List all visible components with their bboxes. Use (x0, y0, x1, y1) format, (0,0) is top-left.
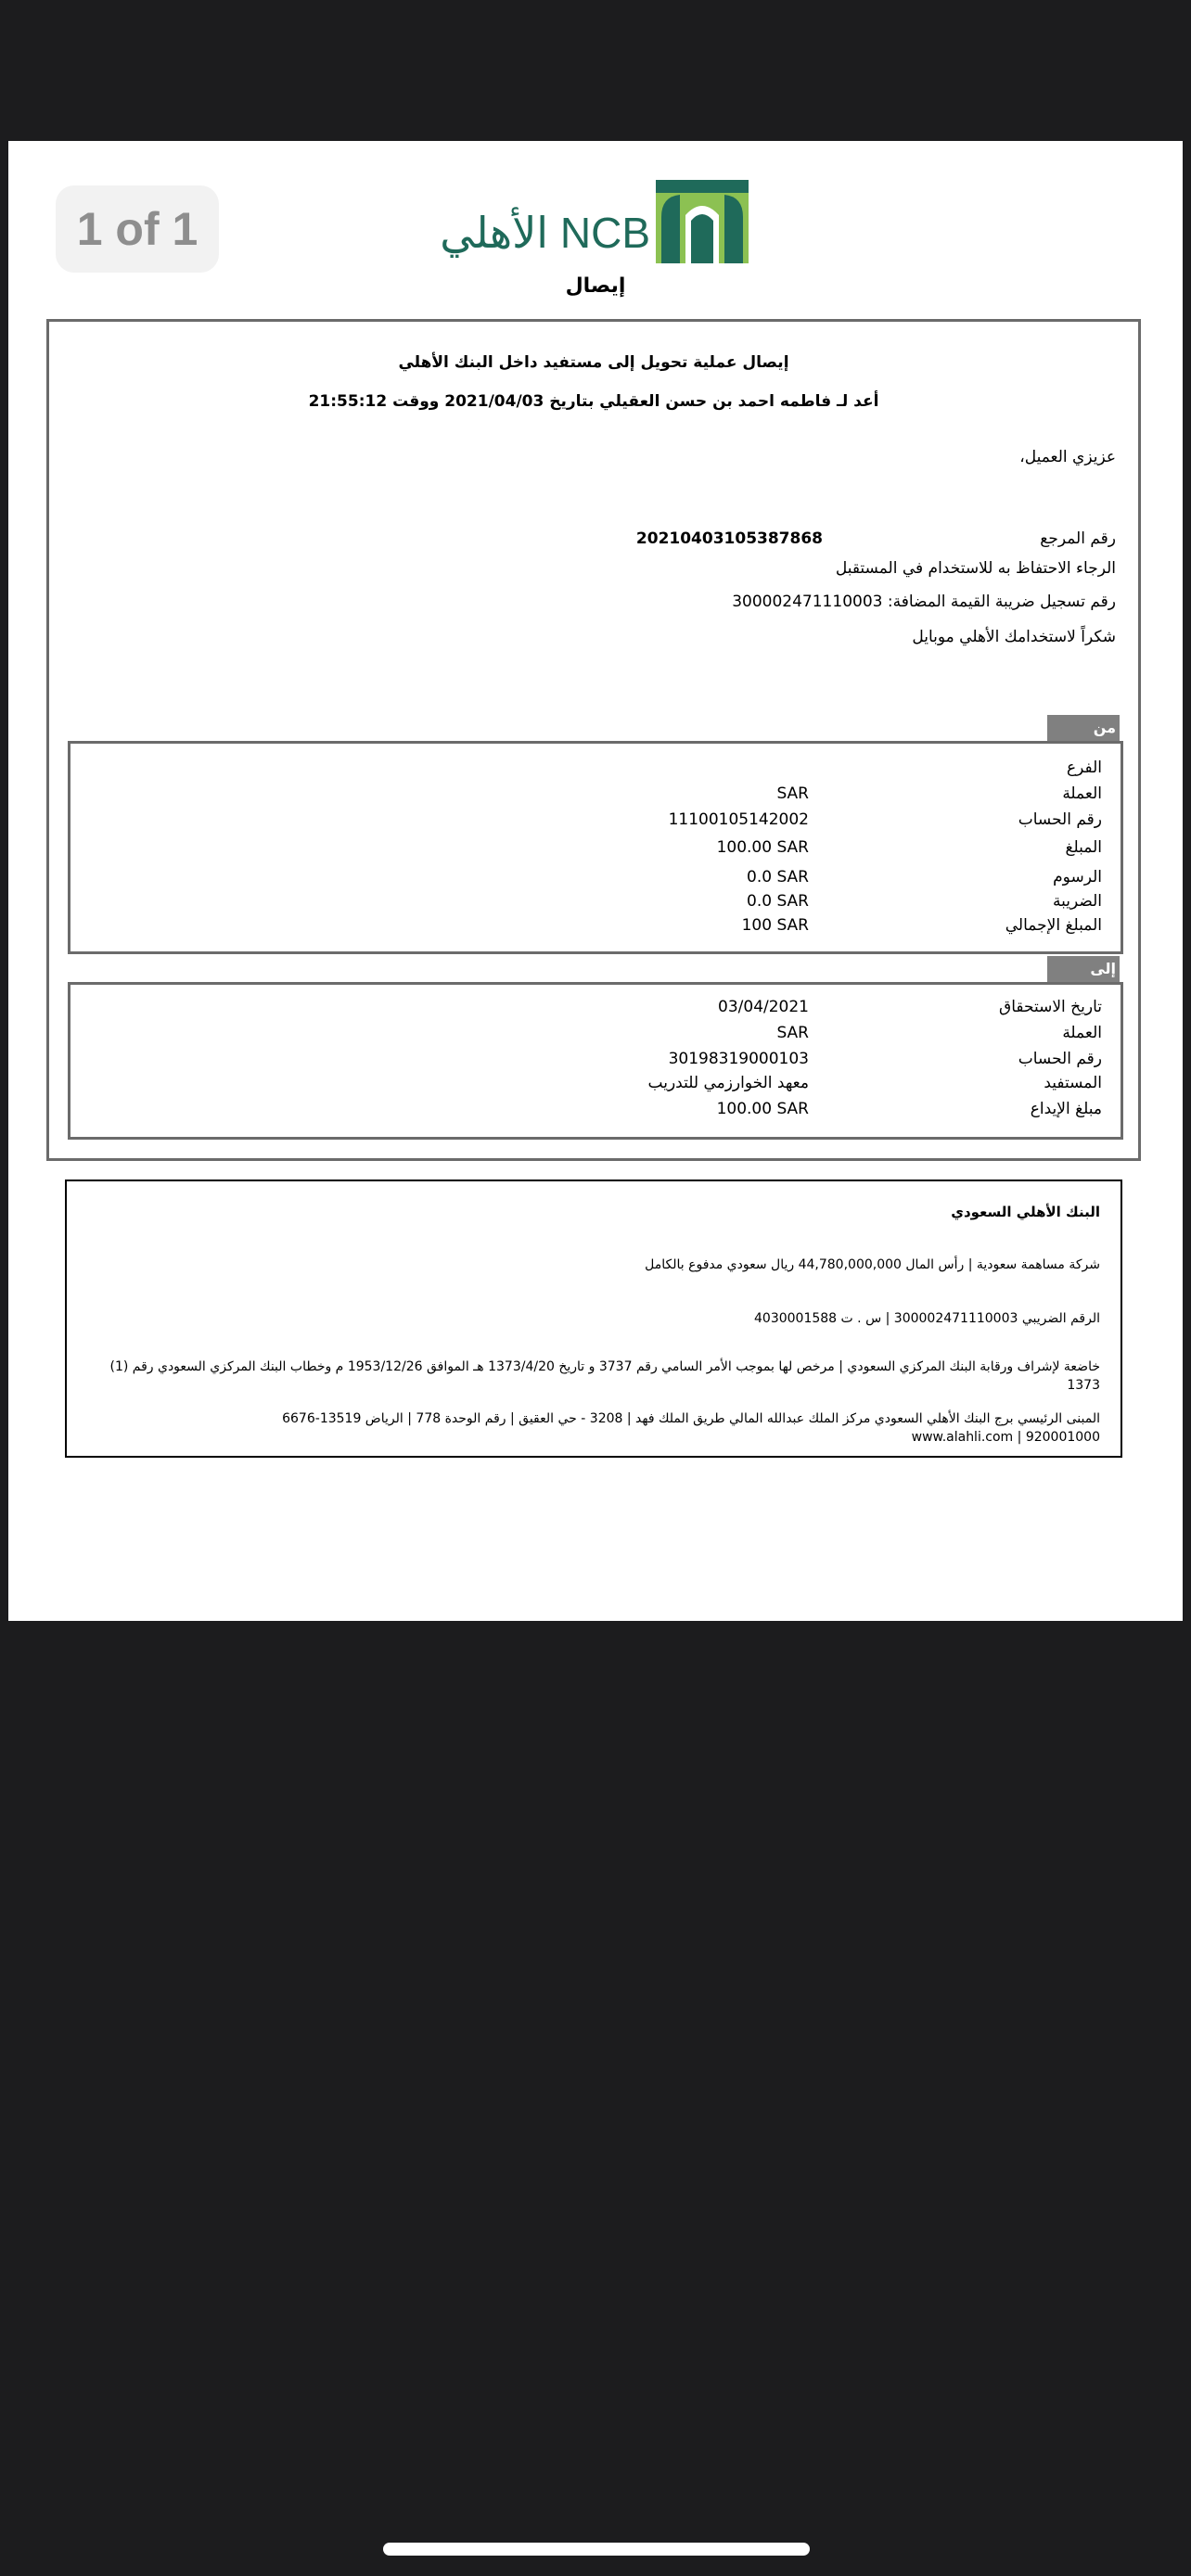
footer-capital: شركة مساهمة سعودية | رأس المال 44,780,000,000 ريال سعودي مدفوع بالكامل (645, 1257, 1100, 1272)
vat-registration: رقم تسجيل ضريبة القيمة المضافة: 300002471110003 (732, 593, 1116, 611)
document-title: إيصال (565, 274, 626, 298)
to-account-value: 30198319000103 (668, 1050, 809, 1068)
reference-label: رقم المرجع (1040, 529, 1116, 548)
to-box (68, 982, 1123, 1140)
to-account-label: رقم الحساب (1018, 1050, 1102, 1068)
thanks-line: شكراً لاستخدامك الأهلي موبايل (912, 628, 1116, 646)
to-currency-label: العملة (1062, 1024, 1102, 1042)
greeting: عزيزي العميل، (1019, 448, 1116, 466)
footer-regulation: خاضعة لإشراف ورقابة البنك المركزي السعودي | مرخص لها بموجب الأمر السامي رقم 3737 و تاريخ 1373/4/20 هـ الموافق 1953/12/26 م وخطاب البنك المركزي السعودي رقم (1) 1373 (109, 1359, 1100, 1393)
from-total-value: 100 SAR (741, 916, 809, 935)
to-deposit-value: 100.00 SAR (716, 1100, 809, 1118)
from-tax-label: الضريبة (1052, 892, 1102, 911)
from-tab: من (1047, 715, 1120, 741)
to-due-date-label: تاريخ الاستحقاق (999, 998, 1102, 1016)
from-fees-label: الرسوم (1053, 868, 1102, 886)
from-tax-value: 0.0 SAR (747, 892, 809, 911)
footer-address-line: المبنى الرئيسي برج البنك الأهلي السعودي مركز الملك عبدالله المالي طريق الملك فهد | 3208 - حي العقيق | رقم الوحدة 778 | الرياض 13519-6676 (282, 1411, 1100, 1426)
reference-value: 20210403105387868 (635, 529, 823, 548)
to-currency-value: SAR (776, 1024, 809, 1042)
from-currency-label: العملة (1062, 784, 1102, 803)
logo-text: NCB الأهلي (440, 209, 650, 257)
prepared-for-line: أعد لـ فاطمه احمد بن حسن العقيلي بتاريخ 2021/04/03 ووقت 21:55:12 (308, 392, 879, 411)
footer-address (87, 1409, 1100, 1447)
from-currency-value: SAR (776, 784, 809, 803)
bank-footer (65, 1180, 1122, 1458)
page-indicator: 1 of 1 (56, 185, 219, 273)
keep-note: الرجاء الاحتفاظ به للاستخدام في المستقبل (835, 559, 1116, 578)
to-beneficiary-value: معهد الخوارزمي للتدريب (647, 1074, 809, 1092)
receipt-heading: إيصال عملية تحويل إلى مستفيد داخل البنك الأهلي (398, 353, 789, 372)
to-tab: إلى (1047, 956, 1120, 982)
from-fees-value: 0.0 SAR (747, 868, 809, 886)
to-beneficiary-label: المستفيد (1044, 1074, 1102, 1092)
from-box (68, 741, 1123, 954)
footer-tax: الرقم الضريبي 300002471110003 | س . ت 4030001588 (754, 1311, 1100, 1326)
from-branch-label: الفرع (1066, 759, 1102, 777)
from-total-label: المبلغ الإجمالي (1005, 916, 1102, 935)
from-amount-label: المبلغ (1065, 838, 1102, 857)
footer-contact-line: 920001000 | www.alahli.com (911, 1430, 1100, 1445)
ncb-logo (433, 180, 749, 263)
to-deposit-label: مبلغ الإيداع (1030, 1100, 1102, 1118)
home-indicator[interactable] (383, 2543, 810, 2556)
to-due-date-value: 03/04/2021 (718, 998, 809, 1016)
from-amount-value: 100.00 SAR (716, 838, 809, 857)
receipt-frame (46, 319, 1141, 1161)
from-account-label: رقم الحساب (1018, 810, 1102, 829)
footer-bank-name: البنك الأهلي السعودي (951, 1204, 1100, 1220)
from-account-value: 11100105142002 (668, 810, 809, 829)
ncb-arch-icon (656, 180, 749, 263)
receipt-page (8, 141, 1183, 1621)
